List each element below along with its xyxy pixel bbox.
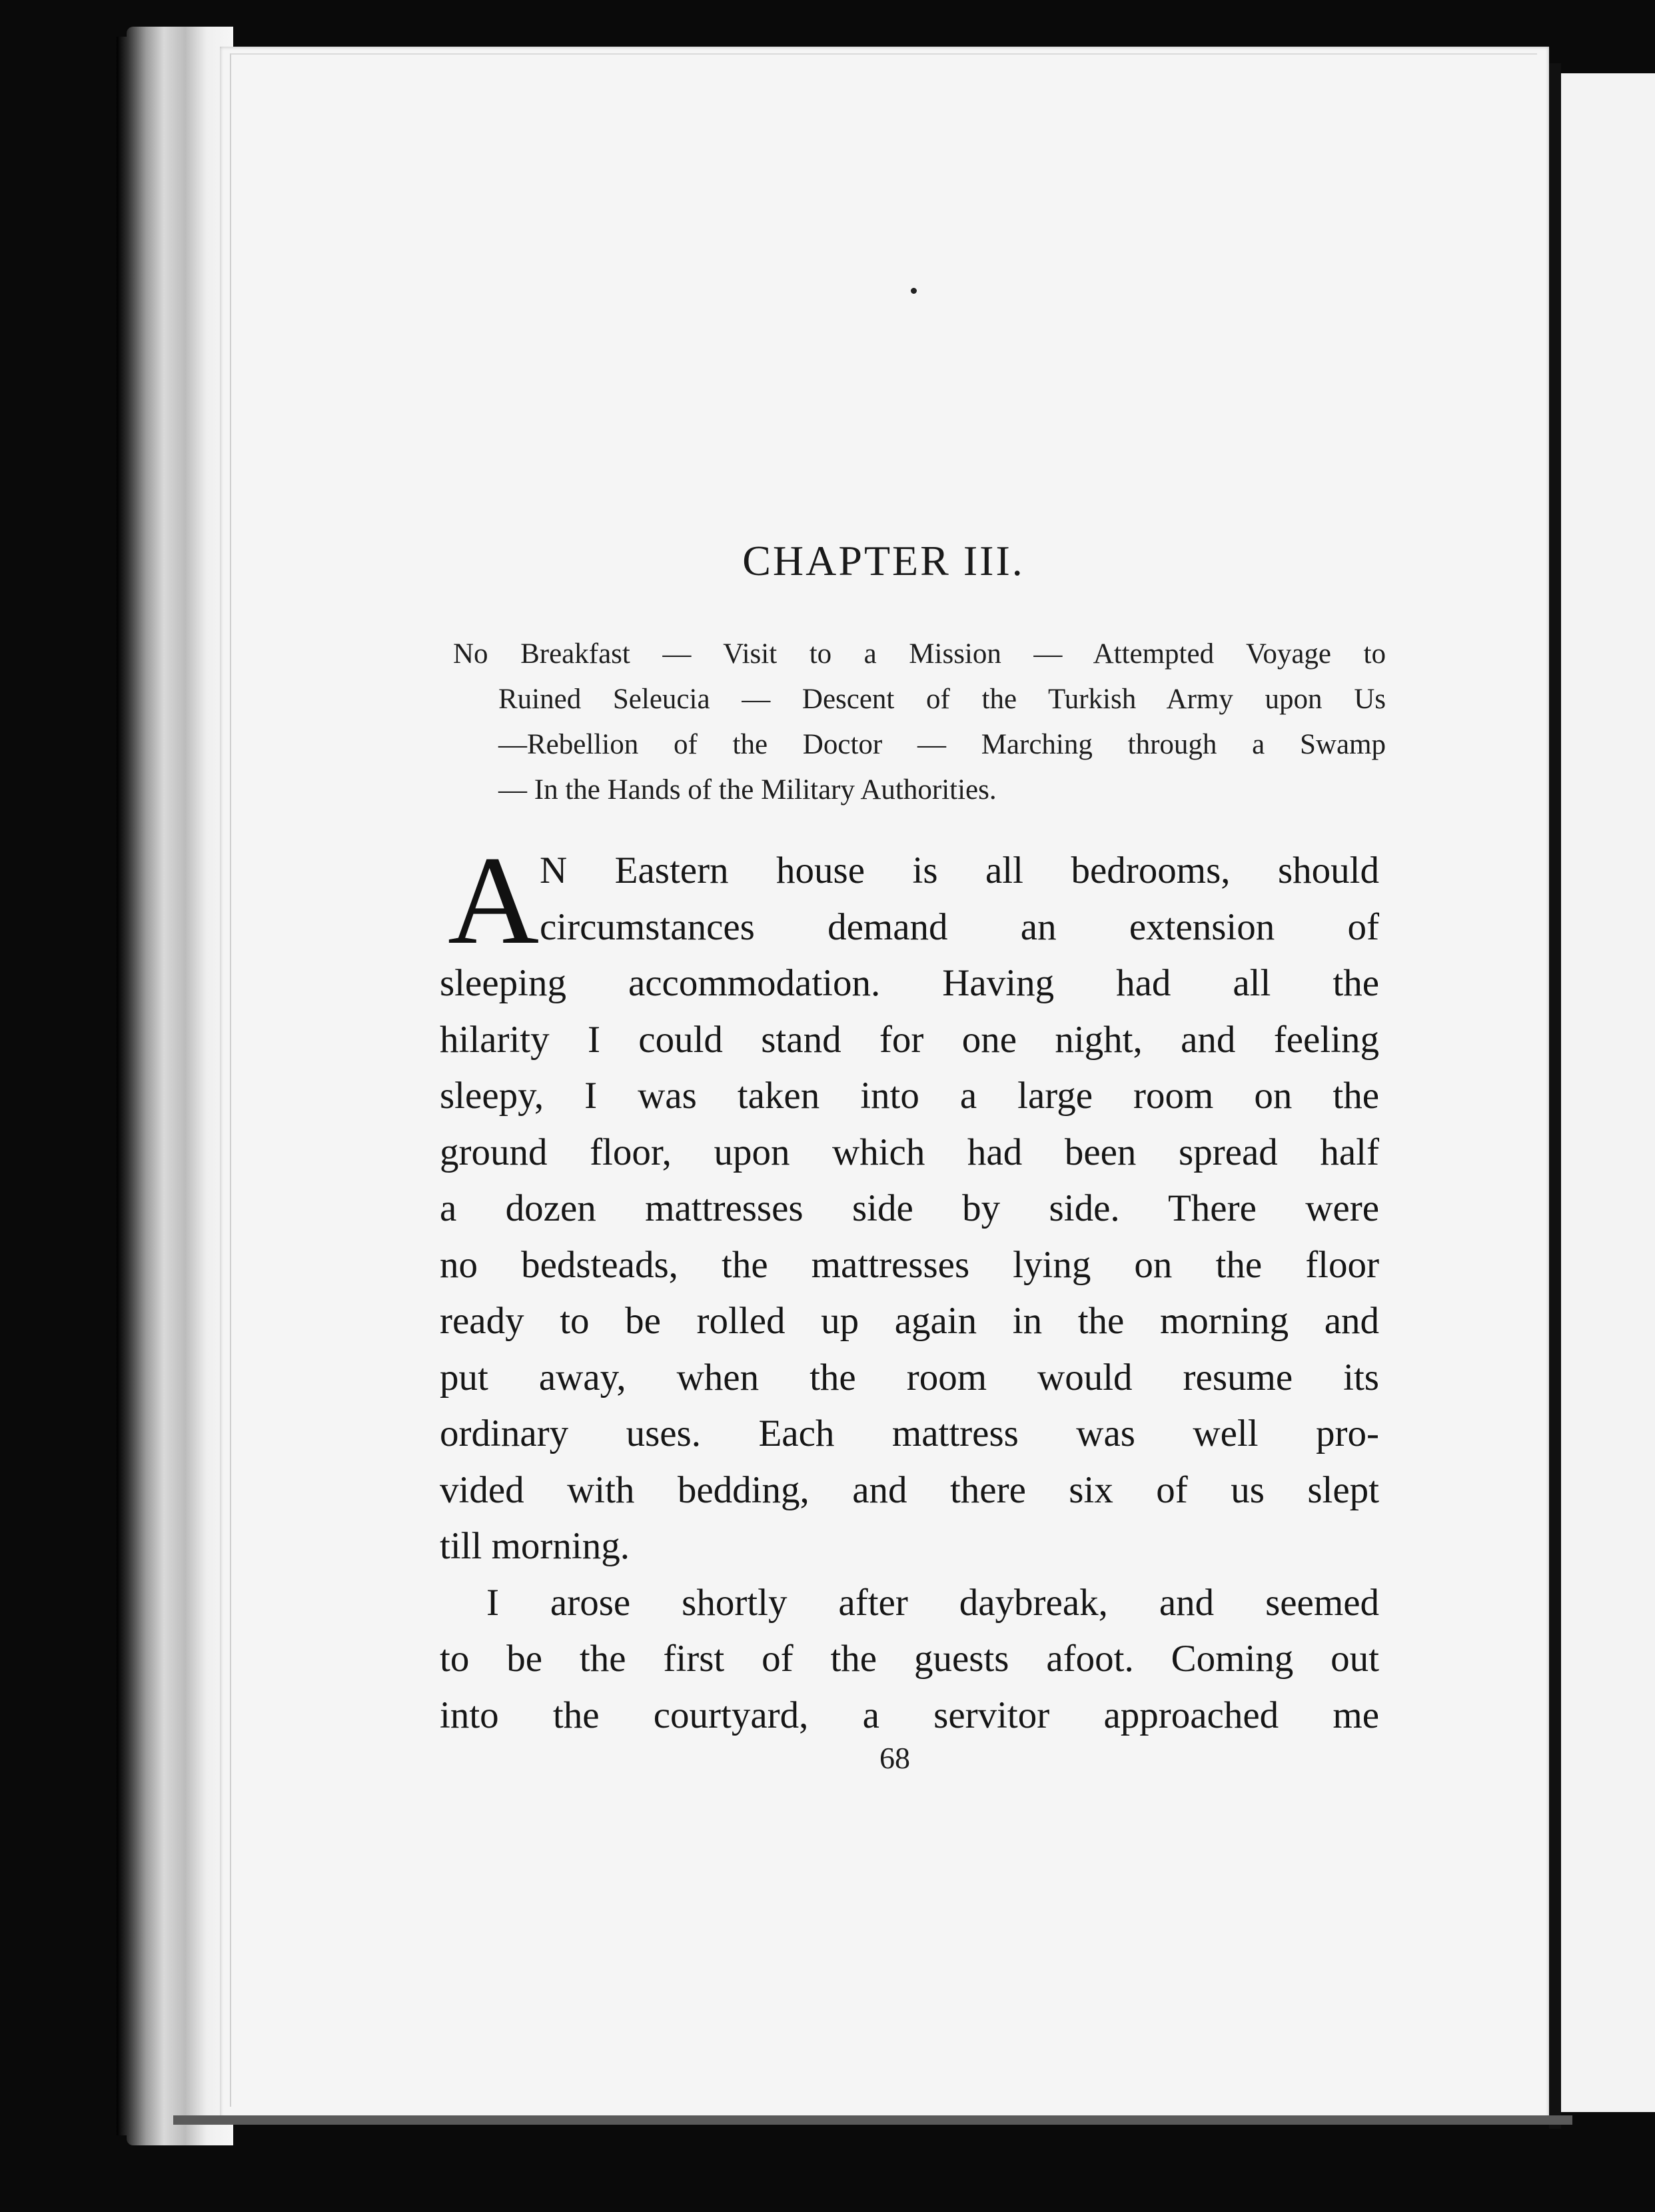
body-line: ready to be rolled up again in the morning and xyxy=(440,1300,1379,1342)
body-line: hilarity I could stand for one night, and feeling xyxy=(440,1018,1379,1061)
synopsis-line: —Rebellion of the Doctor — Marching through a Swamp xyxy=(498,729,1386,760)
page-speck xyxy=(911,288,917,294)
body-line: into the courtyard, a servitor approached me xyxy=(440,1694,1379,1736)
body-line: till morning. xyxy=(440,1525,630,1567)
body-line: vided with bedding, and there six of us slept xyxy=(440,1468,1379,1511)
body-line: circumstances demand an extension of xyxy=(540,905,1379,948)
body-line: sleeping accommodation. Having had all the xyxy=(440,962,1379,1004)
synopsis-line: Ruined Seleucia — Descent of the Turkish Army upon Us xyxy=(498,684,1386,715)
body-line: N Eastern house is all bedrooms, should xyxy=(540,849,1379,891)
body-line: a dozen mattresses side by side. There were xyxy=(440,1187,1379,1229)
body-line: to be the first of the guests afoot. Coming out xyxy=(440,1638,1379,1680)
body-line: I arose shortly after daybreak, and seemed xyxy=(486,1581,1379,1624)
page-gutter xyxy=(1549,63,1561,2129)
page-bottom-edge xyxy=(173,2115,1572,2125)
page-number: 68 xyxy=(879,1741,910,1775)
chapter-synopsis xyxy=(453,632,1386,813)
chapter-title-text: CHAPTER III. xyxy=(742,537,1025,584)
body-line: ordinary uses. Each mattress was well pro- xyxy=(440,1412,1379,1454)
body-line: no bedsteads, the mattresses lying on the floor xyxy=(440,1243,1379,1286)
body-line: sleepy, I was taken into a large room on the xyxy=(440,1075,1379,1117)
book-spine-edge xyxy=(127,27,233,2145)
facing-page-edge xyxy=(1561,73,1655,2112)
body-text xyxy=(440,831,1379,1744)
synopsis-line: No Breakfast — Visit to a Mission — Attempted Voyage to xyxy=(453,638,1386,670)
chapter-title xyxy=(0,536,1655,586)
body-line: put away, when the room would resume its xyxy=(440,1356,1379,1398)
body-line: ground floor, upon which had been spread half xyxy=(440,1131,1379,1173)
drop-cap: A xyxy=(448,831,540,971)
synopsis-line: — In the Hands of the Military Authorities. xyxy=(498,774,997,806)
